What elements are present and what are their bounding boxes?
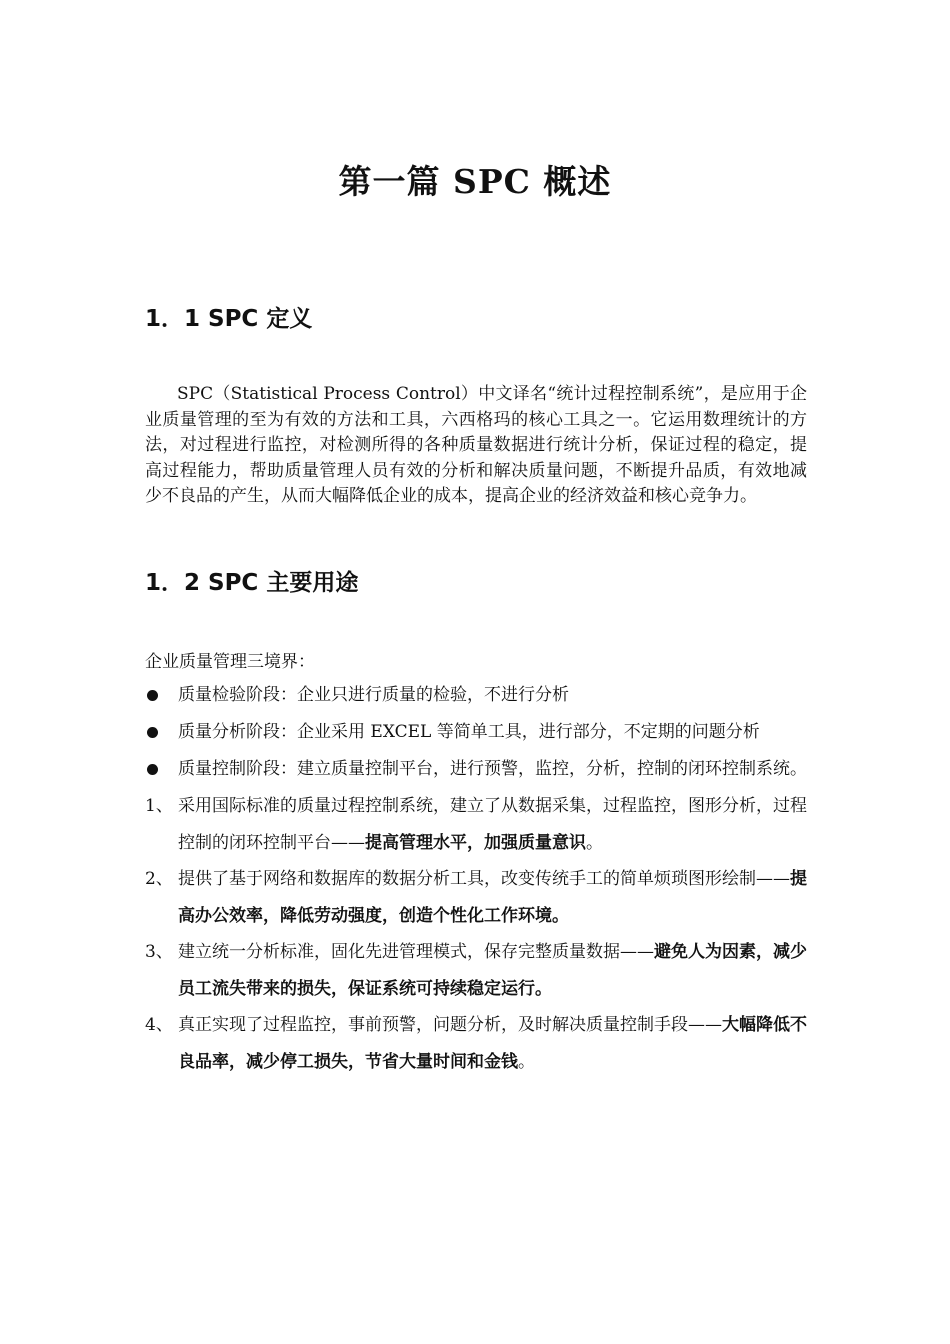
item-text: 真正实现了过程监控，事前预警，问题分析，及时解决质量控制手段—— [178,1015,722,1035]
bullet-text: 质量分析阶段：企业采用 EXCEL 等简单工具，进行部分，不定期的问题分析 [178,722,760,742]
item-text: 建立统一分析标准，固化先进管理模式，保存完整质量数据—— [178,942,654,962]
item-tail: 。 [518,1051,535,1072]
usage-intro: 企业质量管理三境界： [145,652,315,672]
item-emphasis: 大幅降低不良品率，减少停工损失，节省大量时间和金钱 [178,1015,807,1072]
item-emphasis: 避免人为因素，减少员工流失带来的损失，保证系统可持续稳定运行。 [178,942,807,999]
item-tail: 。 [586,832,603,853]
item-text: 提供了基于网络和数据库的数据分析工具，改变传统手工的简单烦琐图形绘制—— [178,869,790,889]
item-body [178,861,807,934]
definition-paragraph [145,382,807,510]
numbered-item [145,788,807,861]
section-heading-usage: 1．2 SPC 主要用途 [145,570,359,596]
item-body [178,1007,807,1080]
item-emphasis: 提高管理水平，加强质量意识 [365,832,586,853]
item-emphasis: 提高办公效率，降低劳动强度，创造个性化工作环境。 [178,869,807,926]
section-heading-definition: 1．1 SPC 定义 [145,306,313,332]
item-number: 4、 [145,1015,173,1035]
item-body [178,934,807,1007]
numbered-item [145,1007,807,1080]
definition-text: SPC（Statistical Process Control）中文译名“统计过程控制系统”，是应用于企业质量管理的至为有效的方法和工具，六西格玛的核心工具之一。它运用数理统计的方法，对过程进行监控，对检测所得的各种质量数据进行统计分析，保证过程的稳定，提高过程能力，帮助质量管理人员有效的分析和解决质量问题，不断提升品质，有效地减少不良品的产生，从而大幅降低企业的成本，提高企业的经济效益和核心竞争力。 [145,384,807,507]
item-text: 采用国际标准的质量过程控制系统，建立了从数据采集，过程监控，图形分析，过程控制的闭环控制平台—— [178,796,807,853]
item-body [178,788,807,861]
bullet-icon [147,764,158,775]
item-number: 3、 [145,942,173,962]
numbered-item [145,861,807,934]
item-number: 2、 [145,869,173,889]
usage-list [145,677,807,1080]
bullet-icon [147,690,158,701]
list-item [145,751,807,788]
bullet-text: 质量控制阶段：建立质量控制平台，进行预警，监控，分析，控制的闭环控制系统。 [178,759,807,779]
bullet-text: 质量检验阶段：企业只进行质量的检验，不进行分析 [178,685,569,705]
list-item [145,677,807,714]
numbered-item [145,934,807,1007]
item-number: 1、 [145,796,173,816]
page-title: 第一篇 SPC 概述 [338,162,612,201]
list-item [145,714,807,751]
bullet-icon [147,727,158,738]
